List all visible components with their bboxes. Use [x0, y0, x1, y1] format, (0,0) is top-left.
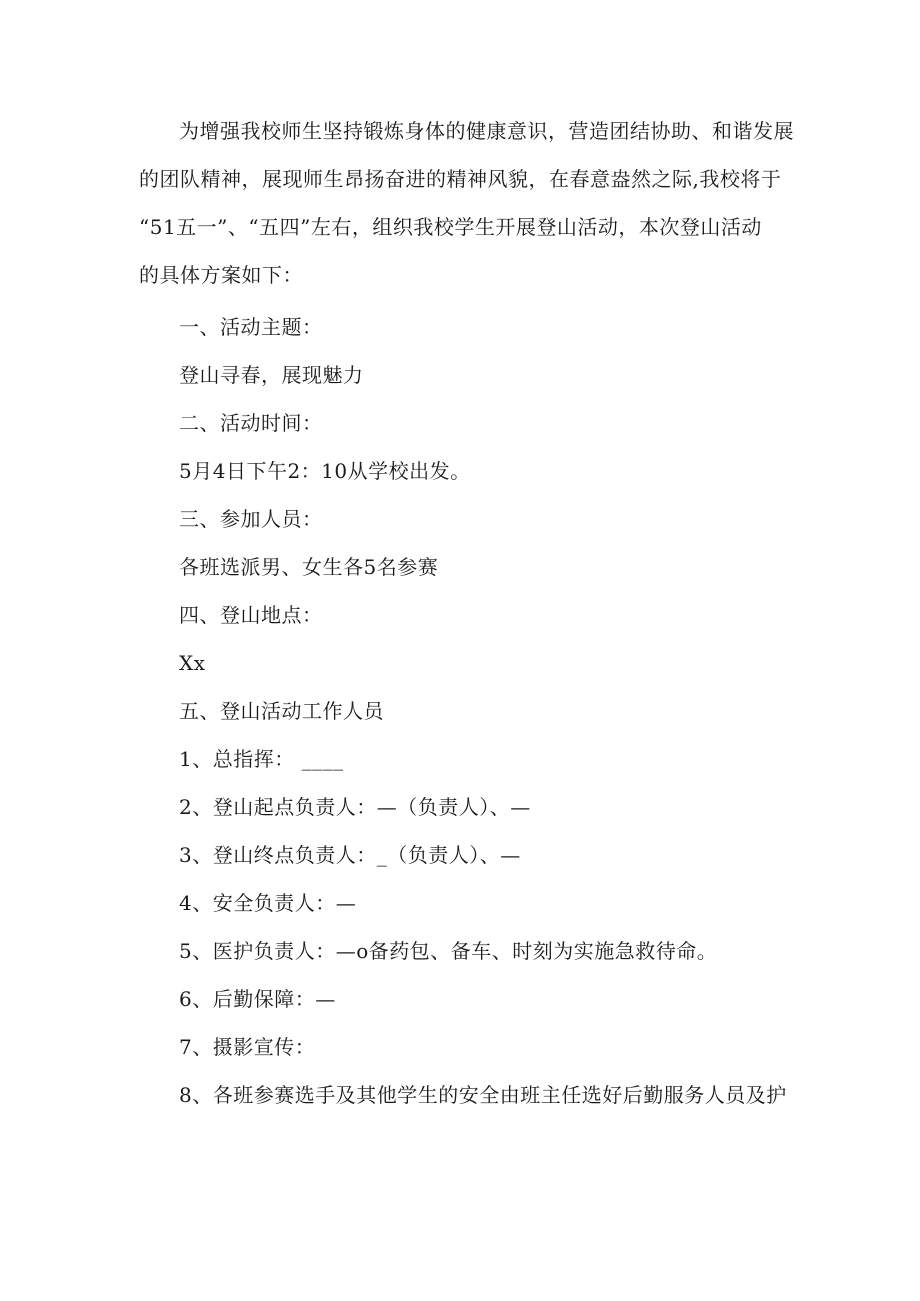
section-heading-theme: 一、活动主题： [179, 315, 323, 339]
intro-line-1: 为增强我校师生坚持锻炼身体的健康意识，营造团结协助、和谐发展 [179, 119, 794, 143]
staff-item-2: 2、登山起点负责人：—（负责人）、— [179, 795, 531, 819]
staff-item-5: 5、医护负责人：—o备药包、备车、时刻为实施急救待命。 [179, 939, 718, 963]
staff-item-1: 1、总指挥： ____ [179, 747, 344, 771]
section-heading-participants: 三、参加人员： [179, 507, 323, 531]
intro-line-4: 的具体方案如下： [139, 263, 303, 287]
section-heading-location: 四、登山地点： [179, 603, 323, 627]
staff-item-6: 6、后勤保障：— [179, 987, 336, 1011]
staff-item-4: 4、安全负责人：— [179, 891, 357, 915]
staff-item-7: 7、摄影宣传： [179, 1035, 316, 1059]
staff-item-3: 3、登山终点负责人：_（负责人）、— [179, 843, 521, 867]
section-heading-staff: 五、登山活动工作人员 [179, 699, 384, 723]
location-text: Xx [179, 651, 206, 675]
theme-text: 登山寻春，展现魅力 [179, 363, 364, 387]
section-heading-time: 二、活动时间： [179, 411, 323, 435]
time-text: 5月4日下午2：10从学校出发。 [179, 459, 471, 483]
intro-line-3: “51五一”、“五四”左右，组织我校学生开展登山活动，本次登山活动 [139, 215, 762, 239]
intro-line-2: 的团队精神，展现师生昂扬奋进的精神风貌，在春意盎然之际,我校将于 [139, 167, 782, 191]
participants-text: 各班选派男、女生各5名参赛 [179, 555, 439, 579]
staff-item-8: 8、各班参赛选手及其他学生的安全由班主任选好后勤服务人员及护 [179, 1083, 787, 1107]
